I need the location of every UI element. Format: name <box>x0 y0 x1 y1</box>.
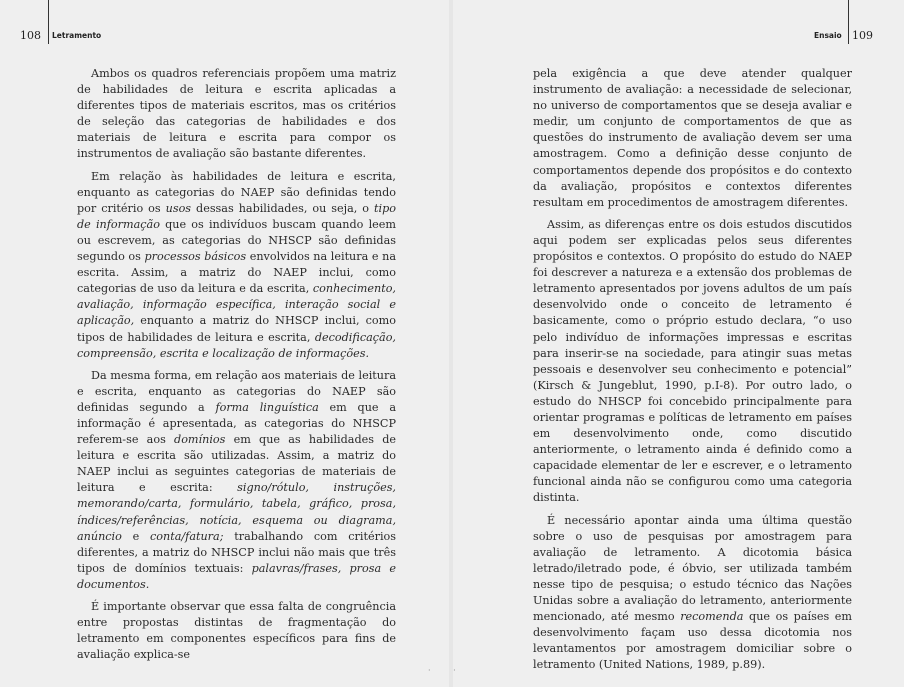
left-header-rule <box>48 0 49 44</box>
text-run: dessas habilidades, ou seja, o <box>191 201 375 215</box>
italic-term: processos básicos <box>144 250 247 264</box>
italic-term: conta/fatura; <box>150 529 224 543</box>
right-running-head: Ensaio <box>814 31 842 40</box>
left-page-number: 108 <box>20 29 41 42</box>
paragraph <box>533 66 852 211</box>
italic-term: signo/rótulo, instruções, memorando/carta, formulário, tabela, gráfico, prosa, índices/referências, notícia, esquema ou diagrama, anúncio <box>77 481 396 543</box>
italic-term: usos <box>165 201 192 215</box>
left-text-column <box>77 66 396 669</box>
paragraph <box>77 66 396 163</box>
paragraph <box>533 513 852 674</box>
paragraph <box>77 368 396 593</box>
paragraph <box>77 169 396 362</box>
right-header-rule <box>848 0 849 44</box>
text-run: envolvidos na leitura e na escrita. Assim, a matriz do NAEP inclui, como categorias de uso da leitura e da escrita, <box>77 250 396 296</box>
italic-term: forma linguística <box>215 400 319 414</box>
italic-term: domínios <box>174 433 226 447</box>
italic-term: tipo de informação <box>77 201 396 231</box>
text-run: Ambos os quadros referenciais propõem uma matriz de habilidades de leitura e escrita aplicadas a diferentes tipos de materiais escritos, mas os critérios de seleção das categorias de habilidades e dos materiais de leitura e escrita para compor os instrumentos de avaliação são bastante diferentes. <box>77 67 396 161</box>
text-run: É importante observar que essa falta de congruência entre propostas distintas de fragmentação do letramento em componentes específicos para fins de avaliação explica-se <box>77 600 396 662</box>
text-run: e <box>121 529 151 543</box>
italic-term: decodificação, compreensão, escrita e localização de informações. <box>77 330 396 360</box>
text-run: pela exigência a que deve atender qualquer instrumento de avaliação: a necessidade de selecionar, no universo de comportamentos que se deseja avaliar e medir, um conjunto de comportamentos de que as questões do instrumento de avaliação devem ser uma amostragem. Como a definição desse conjunto de comportamentos depende dos propósitos e do contexto da avaliação, propósitos e contextos diferentes resultam em procedimentos de amostragem diferentes. <box>533 67 852 209</box>
right-text-column <box>533 66 852 679</box>
text-run: que os países em desenvolvimento façam uso dessa dicotomia nos levantamentos por amostragem domiciliar sobre o letramento (United Nations, 1989, p.89). <box>533 610 852 672</box>
text-run: Em relação às habilidades de leitura e escrita, enquanto as categorias do NAEP são definidas tendo por critério os <box>77 169 396 215</box>
paragraph <box>533 217 852 507</box>
italic-term: palavras/frases, prosa e documentos. <box>77 561 396 591</box>
text-run: em que a informação é apresentada, as categorias do NHSCP referem-se aos <box>77 400 396 447</box>
italic-term: conhecimento, avaliação, informação específica, interação social e aplicação, <box>77 282 396 328</box>
paragraph <box>77 599 396 663</box>
left-running-head: Letramento <box>52 31 102 40</box>
text-run: É necessário apontar ainda uma última questão sobre o uso de pesquisas por amostragem para avaliação de letramento. A dicotomia básica letrado/iletrado pode, é óbvio, ser utilizada também nesse tipo de pesquisa; o estudo técnico das Nações Unidas sobre a avaliação do letramento, anteriormente mencionado, até mesmo <box>533 513 852 624</box>
text-run: enquanto a matriz do NHSCP inclui, como tipos de habilidades de leitura e escrita, <box>77 314 396 344</box>
right-page <box>452 0 904 687</box>
italic-term: recomenda <box>680 610 744 624</box>
text-run: que os indivíduos buscam quando leem ou escrevem, as categorias do NHSCP são definidas segundo os <box>77 217 396 264</box>
text-run: trabalhando com critérios diferentes, a matriz do NHSCP inclui não mais que três tipos de domínios textuais: <box>77 529 397 575</box>
gutter-marks: · · <box>428 666 466 675</box>
text-run: em que as habilidades de leitura e escrita são utilizadas. Assim, a matriz do NAEP inclui as seguintes categorias de materiais de leitura e escrita: <box>77 433 396 495</box>
text-run: Assim, as diferenças entre os dois estudos discutidos aqui podem ser explicadas pelos seus diferentes propósitos e contextos. O propósito do estudo do NAEP foi descrever a natureza e a extensão dos problemas de letramento apresentados por jovens adultos de um país desenvolvido onde o conceito de letramento é basicamente, como o próprio estudo declara, “o uso pelo indivíduo de informações impressas e escritas para inserir-se na sociedade, para atingir suas metas pessoais e desenvolver seu conhecimento e potencial” (Kirsch & Jungeblut, 1990, p.I-8). Por outro lado, o estudo do NHSCP foi concebido principalmente para orientar programas e políticas de letramento em países em desenvolvimento onde, como discutido anteriormente, o letramento ainda é definido como a capacidade elementar de ler e escrever, e o letramento funcional ainda não se configurou como uma categoria distinta. <box>533 217 852 505</box>
right-page-number: 109 <box>852 29 873 42</box>
text-run: Da mesma forma, em relação aos materiais de leitura e escrita, enquanto as categorias do NAEP são definidas segundo a <box>77 368 396 414</box>
